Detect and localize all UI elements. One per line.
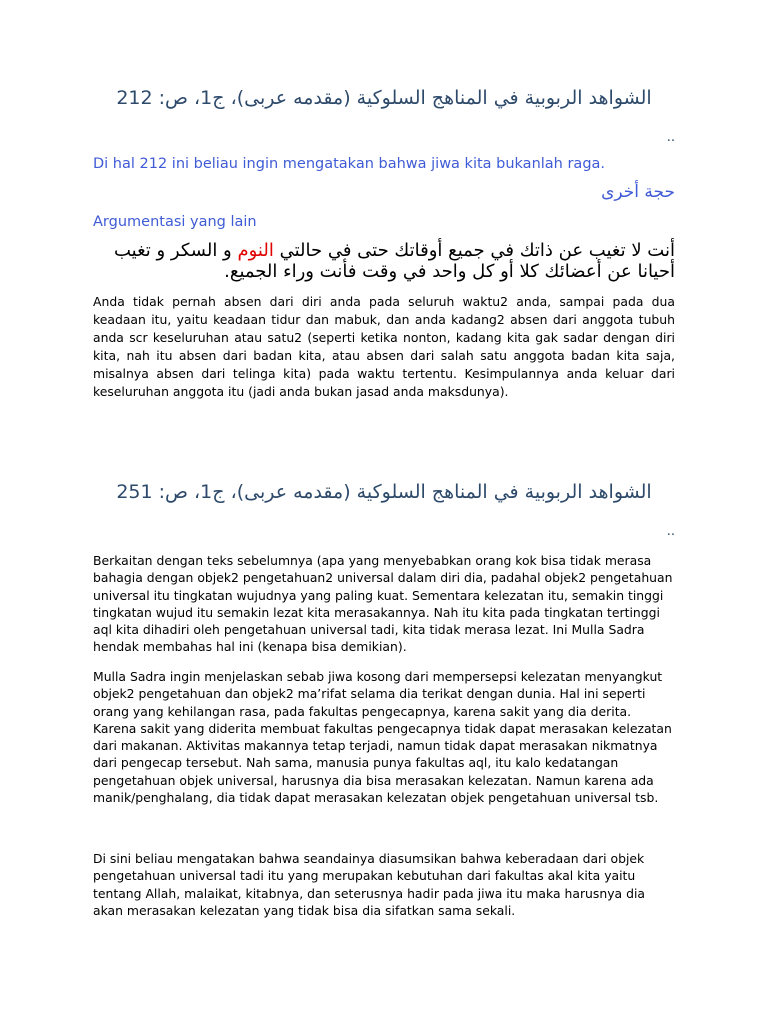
section2-dots: ..	[666, 524, 675, 539]
section1-paragraph: Anda tidak pernah absen dari diri anda pada seluruh waktu2 anda, sampai pada dua keadaan itu, yaitu keadaan tidur dan mabuk, dan anda kadang2 absen dari anggota tubuh anda scr keseluruhan atau satu2 (seperti ketika nonton, kadang kita gak sadar dengan diri kita, nah itu absen dari badan kita, atau absen dari salah satu anggota badan kita saja, misalnya absen dari telinga kita) pada waktu tertentu. Kesimpulannya anda keluar dari keseluruhan anggota itu (jadi anda bukan jasad anda maksdunya).	[93, 294, 675, 399]
arabic-quote-part2: و السكر و تغيب أحيانا عن أعضائك كلا أو كل واحد في وقت فأنت وراء الجميع.	[113, 240, 675, 282]
section2-paragraph-2: Mulla Sadra ingin menjelaskan sebab jiwa kosong dari mempersepsi kelezatan menyangkut objek2 pengetahuan dan objek2 ma’rifat selama dia terikat dengan dunia. Hal ini seperti orang yang kehilangan rasa, pada fakultas pengecapnya, karena sakit yang dia derita. Karena sakit yang diderita membuat fakultas pengecapnya tidak dapat merasakan kelezatan dari makanan. Aktivitas makannya tetap terjadi, namun tidak dapat merasakan nikmatnya dari pengecap tersebut. Nah sama, manusia punya fakultas aql, itu kalo kedatangan pengetahuan objek universal, harusnya dia bisa merasakan kelezatan. Namun karena ada manik/penghalang, dia tidak dapat merasakan kelezatan objek pengetahuan universal tsb.	[93, 669, 672, 806]
section2-paragraph-3: Di sini beliau mengatakan bahwa seandainya diasumsikan bahwa keberadaan dari objek pengetahuan universal tadi itu yang merupakan kebutuhan dari fakultas akal kita yaitu tentang Allah, malaikat, kitabnya, dan seterusnya hadir pada jiwa itu maka harusnya dia akan merasakan kelezatan yang tidak bisa dia sifatkan sama sekali.	[93, 851, 645, 918]
section1-note: Di hal 212 ini beliau ingin mengatakan bahwa jiwa kita bukanlah raga.	[93, 156, 606, 172]
sub-translation: Argumentasi yang lain	[93, 214, 257, 230]
section1-dots: ..	[666, 130, 675, 145]
section2-heading: الشواهد الربوبية في المناهج السلوكية (مقدمه عربى)، ج1، ص: 251	[116, 481, 652, 503]
arabic-quote-highlight: النوم	[237, 240, 274, 261]
arabic-subheading: حجة أخرى	[601, 182, 675, 202]
arabic-quote-part1: أنت لا تغيب عن ذاتك في جميع أوقاتك حتى في حالتي	[273, 240, 675, 261]
section1-heading: الشواهد الربوبية في المناهج السلوكية (مقدمه عربى)، ج1، ص: 212	[116, 87, 652, 109]
section2-paragraph-1: Berkaitan dengan teks sebelumnya (apa yang menyebabkan orang kok bisa tidak merasa bahagia dengan objek2 pengetahuan2 universal dalam diri dia, padahal objek2 pengetahuan universal itu tingkatan wujudnya yang paling kuat. Sementara kelezatan itu, semakin tinggi tingkatan wujud itu semakin lezat kita merasakannya. Nah itu kita pada tingkatan tertinggi aql kita dihadiri oleh pengetahuan universal tadi, kita tidak merasa lezat. Ini Mulla Sadra hendak membahas hal ini (kenapa bisa demikian).	[93, 553, 673, 655]
arabic-quote	[93, 240, 675, 282]
